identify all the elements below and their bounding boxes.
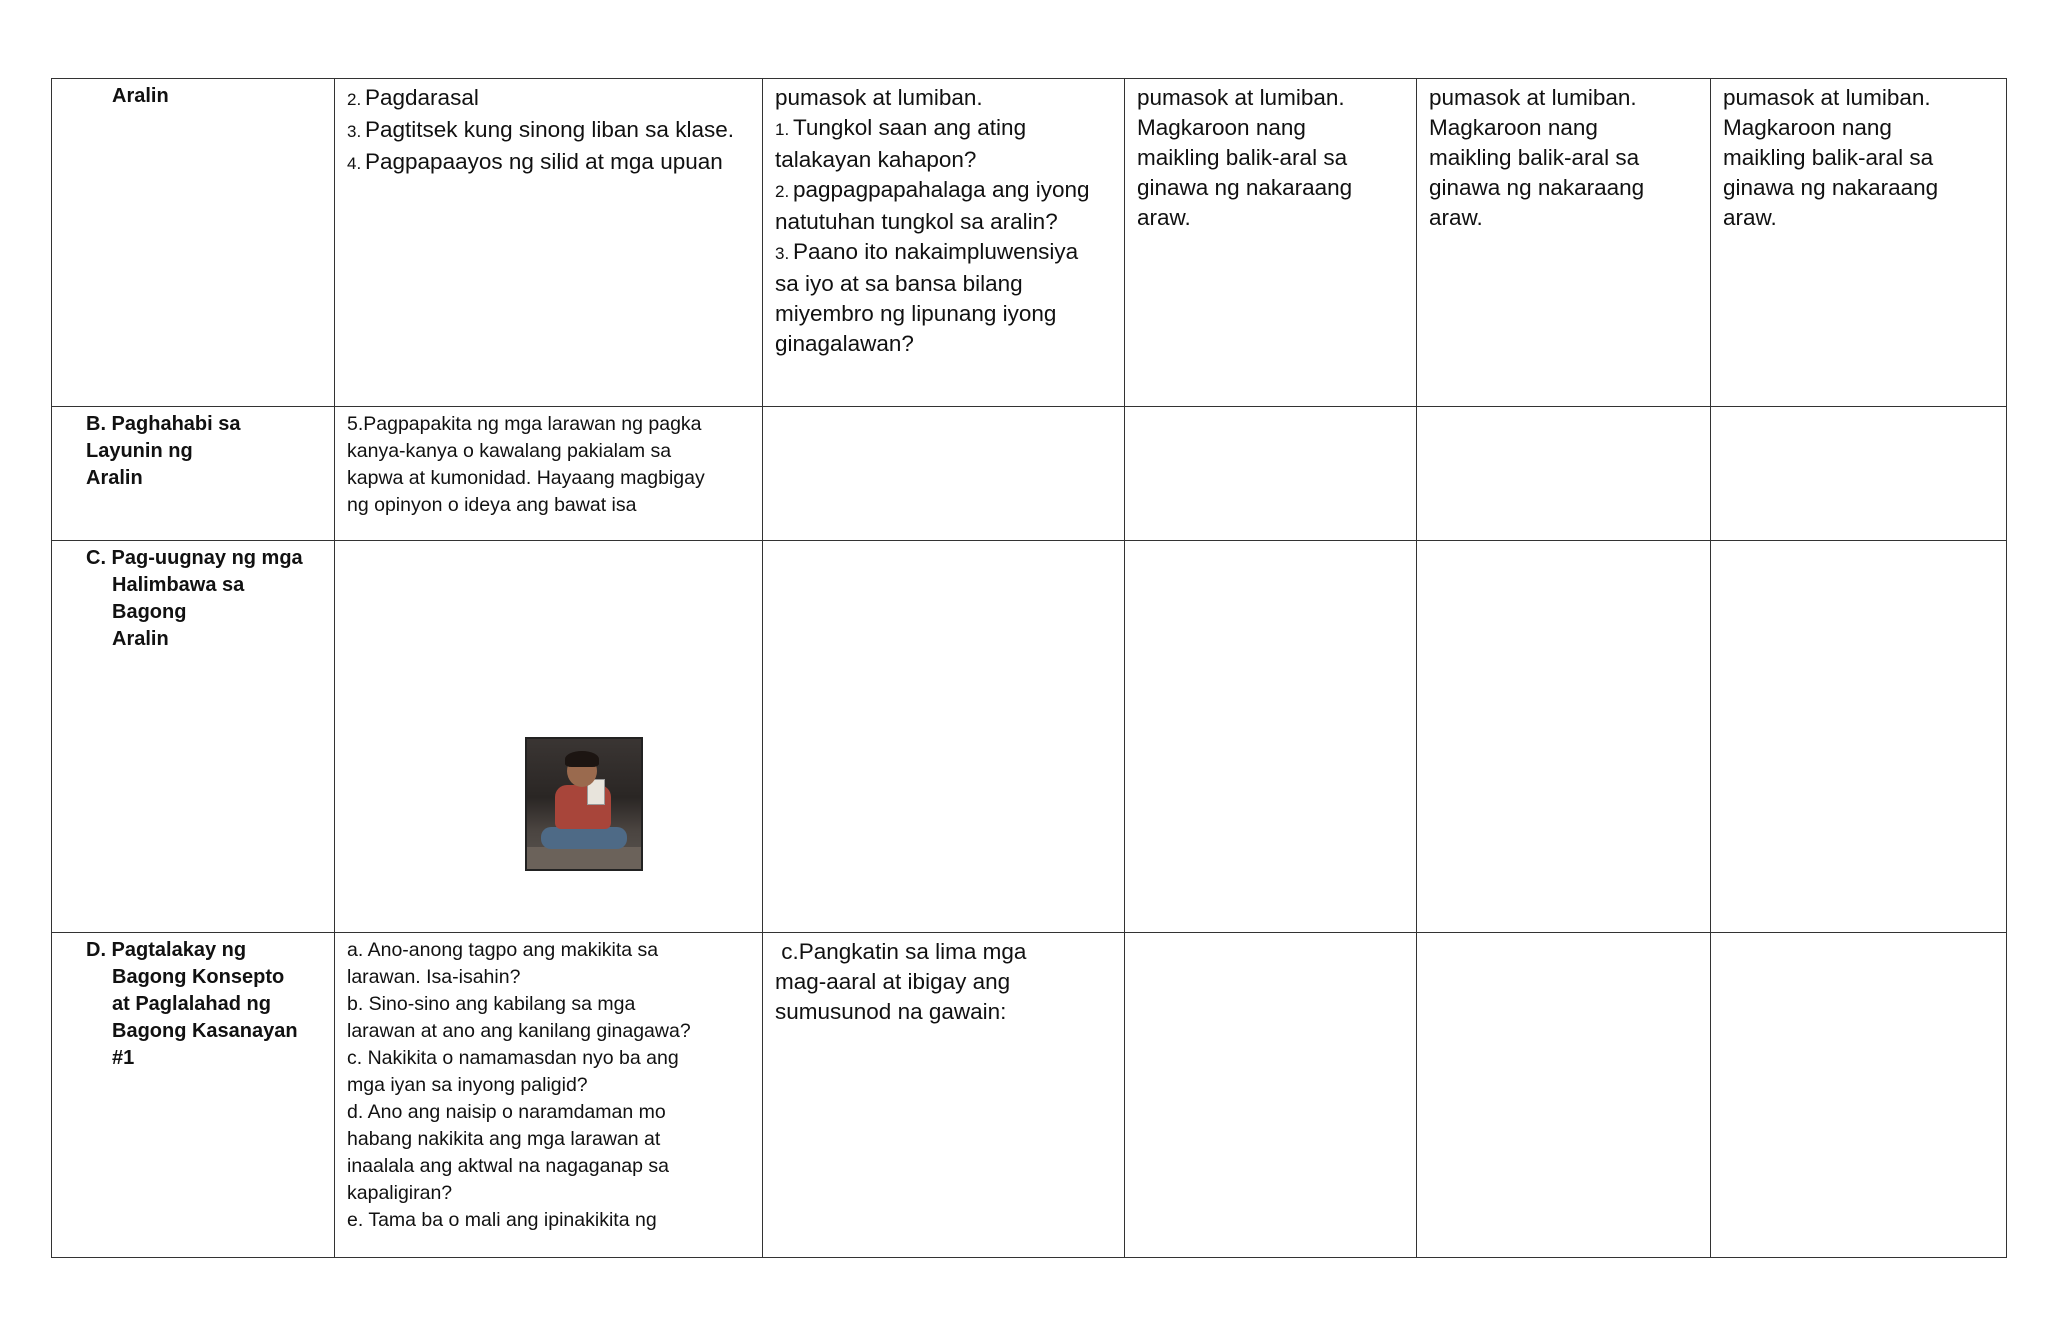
cell-text: kapaligiran?: [347, 1182, 453, 1204]
cell-text: kanya-kanya o kawalang pakialam sa: [347, 440, 672, 462]
empty-cell: [1125, 933, 1417, 1258]
empty-cell: [1417, 933, 1711, 1258]
row-label-line: Halimbawa sa Bagong: [112, 574, 245, 623]
row-label-cell: [52, 407, 335, 541]
empty-cell: [763, 541, 1125, 933]
list-item: 2. Pagdarasal: [347, 85, 479, 110]
table-row: [52, 933, 2007, 1258]
cell-text: sa iyo at sa bansa bilang: [775, 271, 1023, 296]
cell-text: araw.: [1137, 205, 1191, 230]
child-photo-image: [525, 737, 643, 871]
empty-cell: [1417, 407, 1711, 541]
row-label-line: #1: [112, 1047, 135, 1069]
list-item: 3. Paano ito nakaimpluwensiya: [775, 239, 1079, 264]
cell-text: habang nakikita ang mga larawan at: [347, 1128, 661, 1150]
cell-text: ginawa ng nakaraang: [1137, 175, 1353, 200]
row-label-line: Bagong Konsepto: [112, 966, 285, 988]
cell-text: sumusunod na gawain:: [775, 999, 1007, 1024]
row-label-line: C. Pag-uugnay ng mga: [86, 547, 303, 569]
cell-text: Magkaroon nang: [1137, 115, 1306, 140]
row-label-line: at Paglalahad ng: [112, 993, 271, 1015]
row-label-cell: [52, 933, 335, 1258]
cell-text: d. Ano ang naisip o naramdaman mo: [347, 1101, 666, 1123]
activity-cell: [763, 933, 1125, 1258]
empty-cell: [1125, 407, 1417, 541]
row-label: [64, 83, 322, 110]
cell-text: Magkaroon nang: [1429, 115, 1598, 140]
row-label: [64, 411, 322, 492]
cell-text: maikling balik-aral sa: [1429, 145, 1640, 170]
empty-cell: [1711, 407, 2007, 541]
cell-text: b. Sino-sino ang kabilang sa mga: [347, 993, 636, 1015]
cell-text: Magkaroon nang: [1723, 115, 1892, 140]
cell-text: araw.: [1723, 205, 1777, 230]
empty-cell: [1417, 541, 1711, 933]
cell-text: talakayan kahapon?: [775, 147, 977, 172]
cell-text: ginawa ng nakaraang: [1723, 175, 1939, 200]
cell-text: maikling balik-aral sa: [1137, 145, 1348, 170]
cell-text: mag-aaral at ibigay ang: [775, 969, 1011, 994]
empty-cell: [1711, 541, 2007, 933]
cell-text: pumasok at lumiban.: [775, 85, 983, 110]
row-label-line: Aralin: [112, 85, 169, 107]
row-label-cell: [52, 79, 335, 407]
cell-text: pumasok at lumiban.: [1429, 85, 1637, 110]
row-label: [64, 545, 322, 653]
cell-text: pumasok at lumiban.: [1723, 85, 1931, 110]
cell-text: araw.: [1429, 205, 1483, 230]
list-item: 3. Pagtitsek kung sinong liban sa klase.: [347, 117, 734, 142]
cell-text: ginawa ng nakaraang: [1429, 175, 1645, 200]
lesson-plan-table: [51, 78, 2007, 1258]
cell-text: mga iyan sa inyong paligid?: [347, 1074, 588, 1096]
list-item: 2. pagpagpapahalaga ang iyong: [775, 177, 1090, 202]
cell-text: c.Pangkatin sa lima mga: [775, 939, 1027, 964]
list-item: 1. Tungkol saan ang ating: [775, 115, 1027, 140]
activity-cell: [1417, 79, 1711, 407]
cell-text: natutuhan tungkol sa aralin?: [775, 209, 1058, 234]
list-item: 4. Pagpapaayos ng silid at mga upuan: [347, 149, 723, 174]
row-label-line: Bagong Kasanayan: [112, 1020, 298, 1042]
activity-cell: [335, 407, 763, 541]
table-row: [52, 79, 2007, 407]
cell-text: kapwa at kumonidad. Hayaang magbigay: [347, 467, 705, 489]
cell-text: a. Ano-anong tagpo ang makikita sa: [347, 939, 659, 961]
activity-cell: [1125, 79, 1417, 407]
row-label-line: Aralin: [112, 628, 169, 650]
cell-text: pumasok at lumiban.: [1137, 85, 1345, 110]
row-label-line: B. Paghahabi sa Layunin ng: [86, 413, 241, 462]
activity-cell: [335, 79, 763, 407]
cell-text: inaalala ang aktwal na nagaganap sa: [347, 1155, 670, 1177]
activity-cell: [763, 79, 1125, 407]
activity-cell: [335, 933, 763, 1258]
cell-text: larawan. Isa-isahin?: [347, 966, 521, 988]
cell-text: larawan at ano ang kanilang ginagawa?: [347, 1020, 691, 1042]
activity-cell: [1711, 79, 2007, 407]
row-label-line: D. Pagtalakay ng: [86, 939, 247, 961]
cell-text: 5.Pagpapakita ng mga larawan ng pagka: [347, 413, 702, 435]
cell-text: miyembro ng lipunang iyong: [775, 301, 1057, 326]
image-cell: [335, 541, 763, 933]
cell-text: c. Nakikita o namamasdan nyo ba ang: [347, 1047, 679, 1069]
row-label-line: Aralin: [86, 467, 143, 489]
cell-text: maikling balik-aral sa: [1723, 145, 1934, 170]
cell-text: ginagalawan?: [775, 331, 914, 356]
empty-cell: [1711, 933, 2007, 1258]
table-row: [52, 407, 2007, 541]
row-label-cell: [52, 541, 335, 933]
cell-text: ng opinyon o ideya ang bawat isa: [347, 494, 637, 516]
empty-cell: [1125, 541, 1417, 933]
cell-text: e. Tama ba o mali ang ipinakikita ng: [347, 1209, 657, 1231]
row-label: [64, 937, 322, 1072]
empty-cell: [763, 407, 1125, 541]
table-row: [52, 541, 2007, 933]
